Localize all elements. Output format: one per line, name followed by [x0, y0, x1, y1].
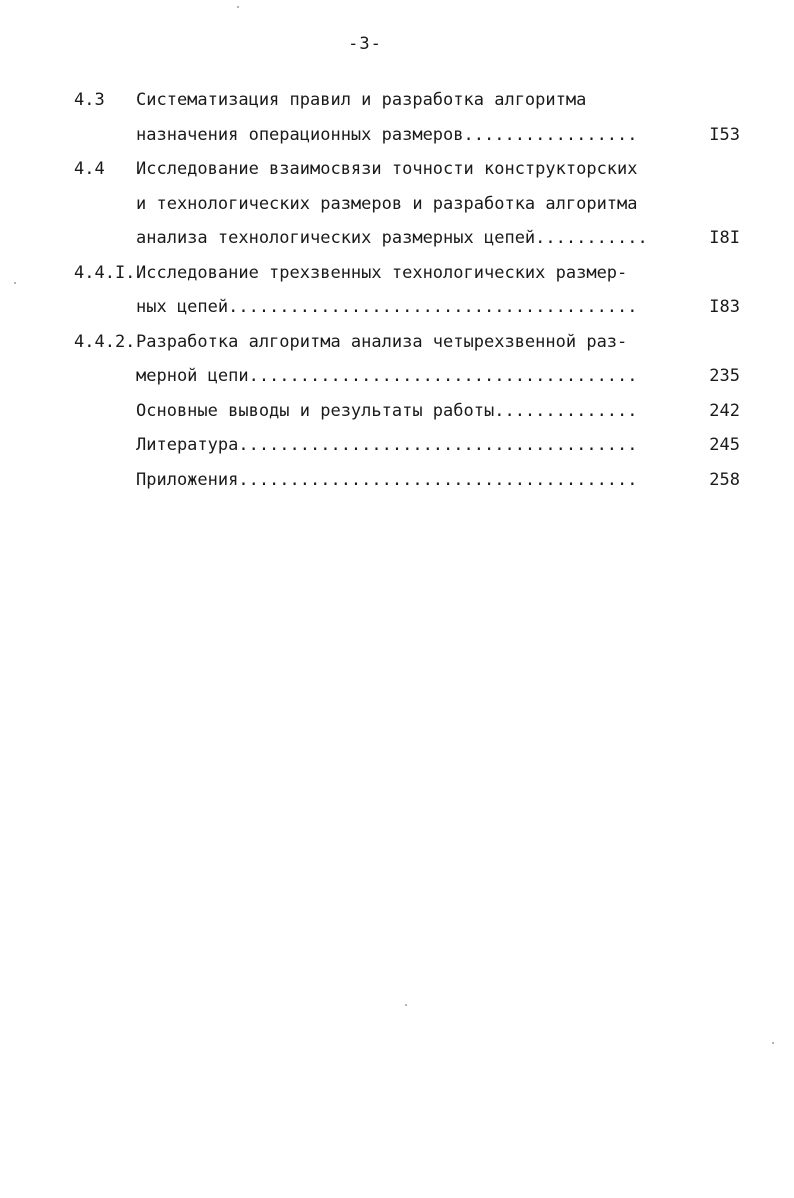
toc-line: [0, 466, 794, 501]
section-title: Приложения.......................................: [136, 469, 638, 490]
section-title: Исследование трехзвенных технологических размер-: [136, 262, 628, 283]
page-ref: 258: [709, 469, 740, 490]
toc-entry: [0, 328, 794, 397]
page-ref: 242: [709, 400, 740, 421]
page-ref: 245: [709, 435, 740, 455]
section-title-continuation: назначения операционных размеров.................: [136, 124, 638, 145]
section-title-continuation: мерной цепи......................................: [136, 366, 638, 386]
table-of-contents: [0, 86, 794, 500]
scan-speck: [772, 1042, 774, 1044]
toc-line: [0, 328, 794, 363]
section-title-continuation: ных цепей........................................: [136, 297, 638, 317]
page-ref: I53: [709, 124, 740, 145]
section-title: Разработка алгоритма анализа четырехзвенной раз-: [136, 331, 628, 352]
section-number: 4.4.I.: [74, 262, 136, 283]
toc-line: [0, 259, 794, 294]
toc-line: [0, 224, 794, 259]
toc-entry: [0, 466, 794, 501]
page-ref: I8I: [709, 228, 740, 248]
toc-line: [0, 293, 794, 328]
toc-line: [0, 121, 794, 156]
page-ref: I83: [709, 297, 740, 317]
toc-line: [0, 431, 794, 466]
toc-line: [0, 86, 794, 121]
section-title-continuation: и технологических размеров и разработка алгоритма: [136, 193, 638, 214]
section-number: 4.4.2.: [74, 331, 136, 352]
toc-entry: [0, 86, 794, 155]
section-title: Основные выводы и результаты работы..............: [136, 400, 638, 421]
section-number: 4.3: [74, 90, 105, 110]
scan-speck: [14, 282, 16, 284]
toc-entry: [0, 397, 794, 432]
toc-entry: [0, 155, 794, 259]
section-title: Литература.......................................: [136, 435, 638, 455]
toc-line: [0, 397, 794, 432]
toc-entry: [0, 259, 794, 328]
toc-line: [0, 155, 794, 190]
page-ref: 235: [709, 366, 740, 386]
section-number: 4.4: [74, 159, 105, 179]
scan-speck: [405, 1004, 407, 1006]
toc-line: [0, 362, 794, 397]
scan-speck: [237, 6, 239, 8]
toc-line: [0, 190, 794, 225]
section-title: Исследование взаимосвязи точности конструкторских: [136, 159, 638, 179]
section-title: Систематизация правил и разработка алгоритма: [136, 90, 587, 110]
toc-entry: [0, 431, 794, 466]
section-title-continuation: анализа технологических размерных цепей...........: [136, 228, 648, 248]
page-number: -3-: [348, 34, 382, 54]
